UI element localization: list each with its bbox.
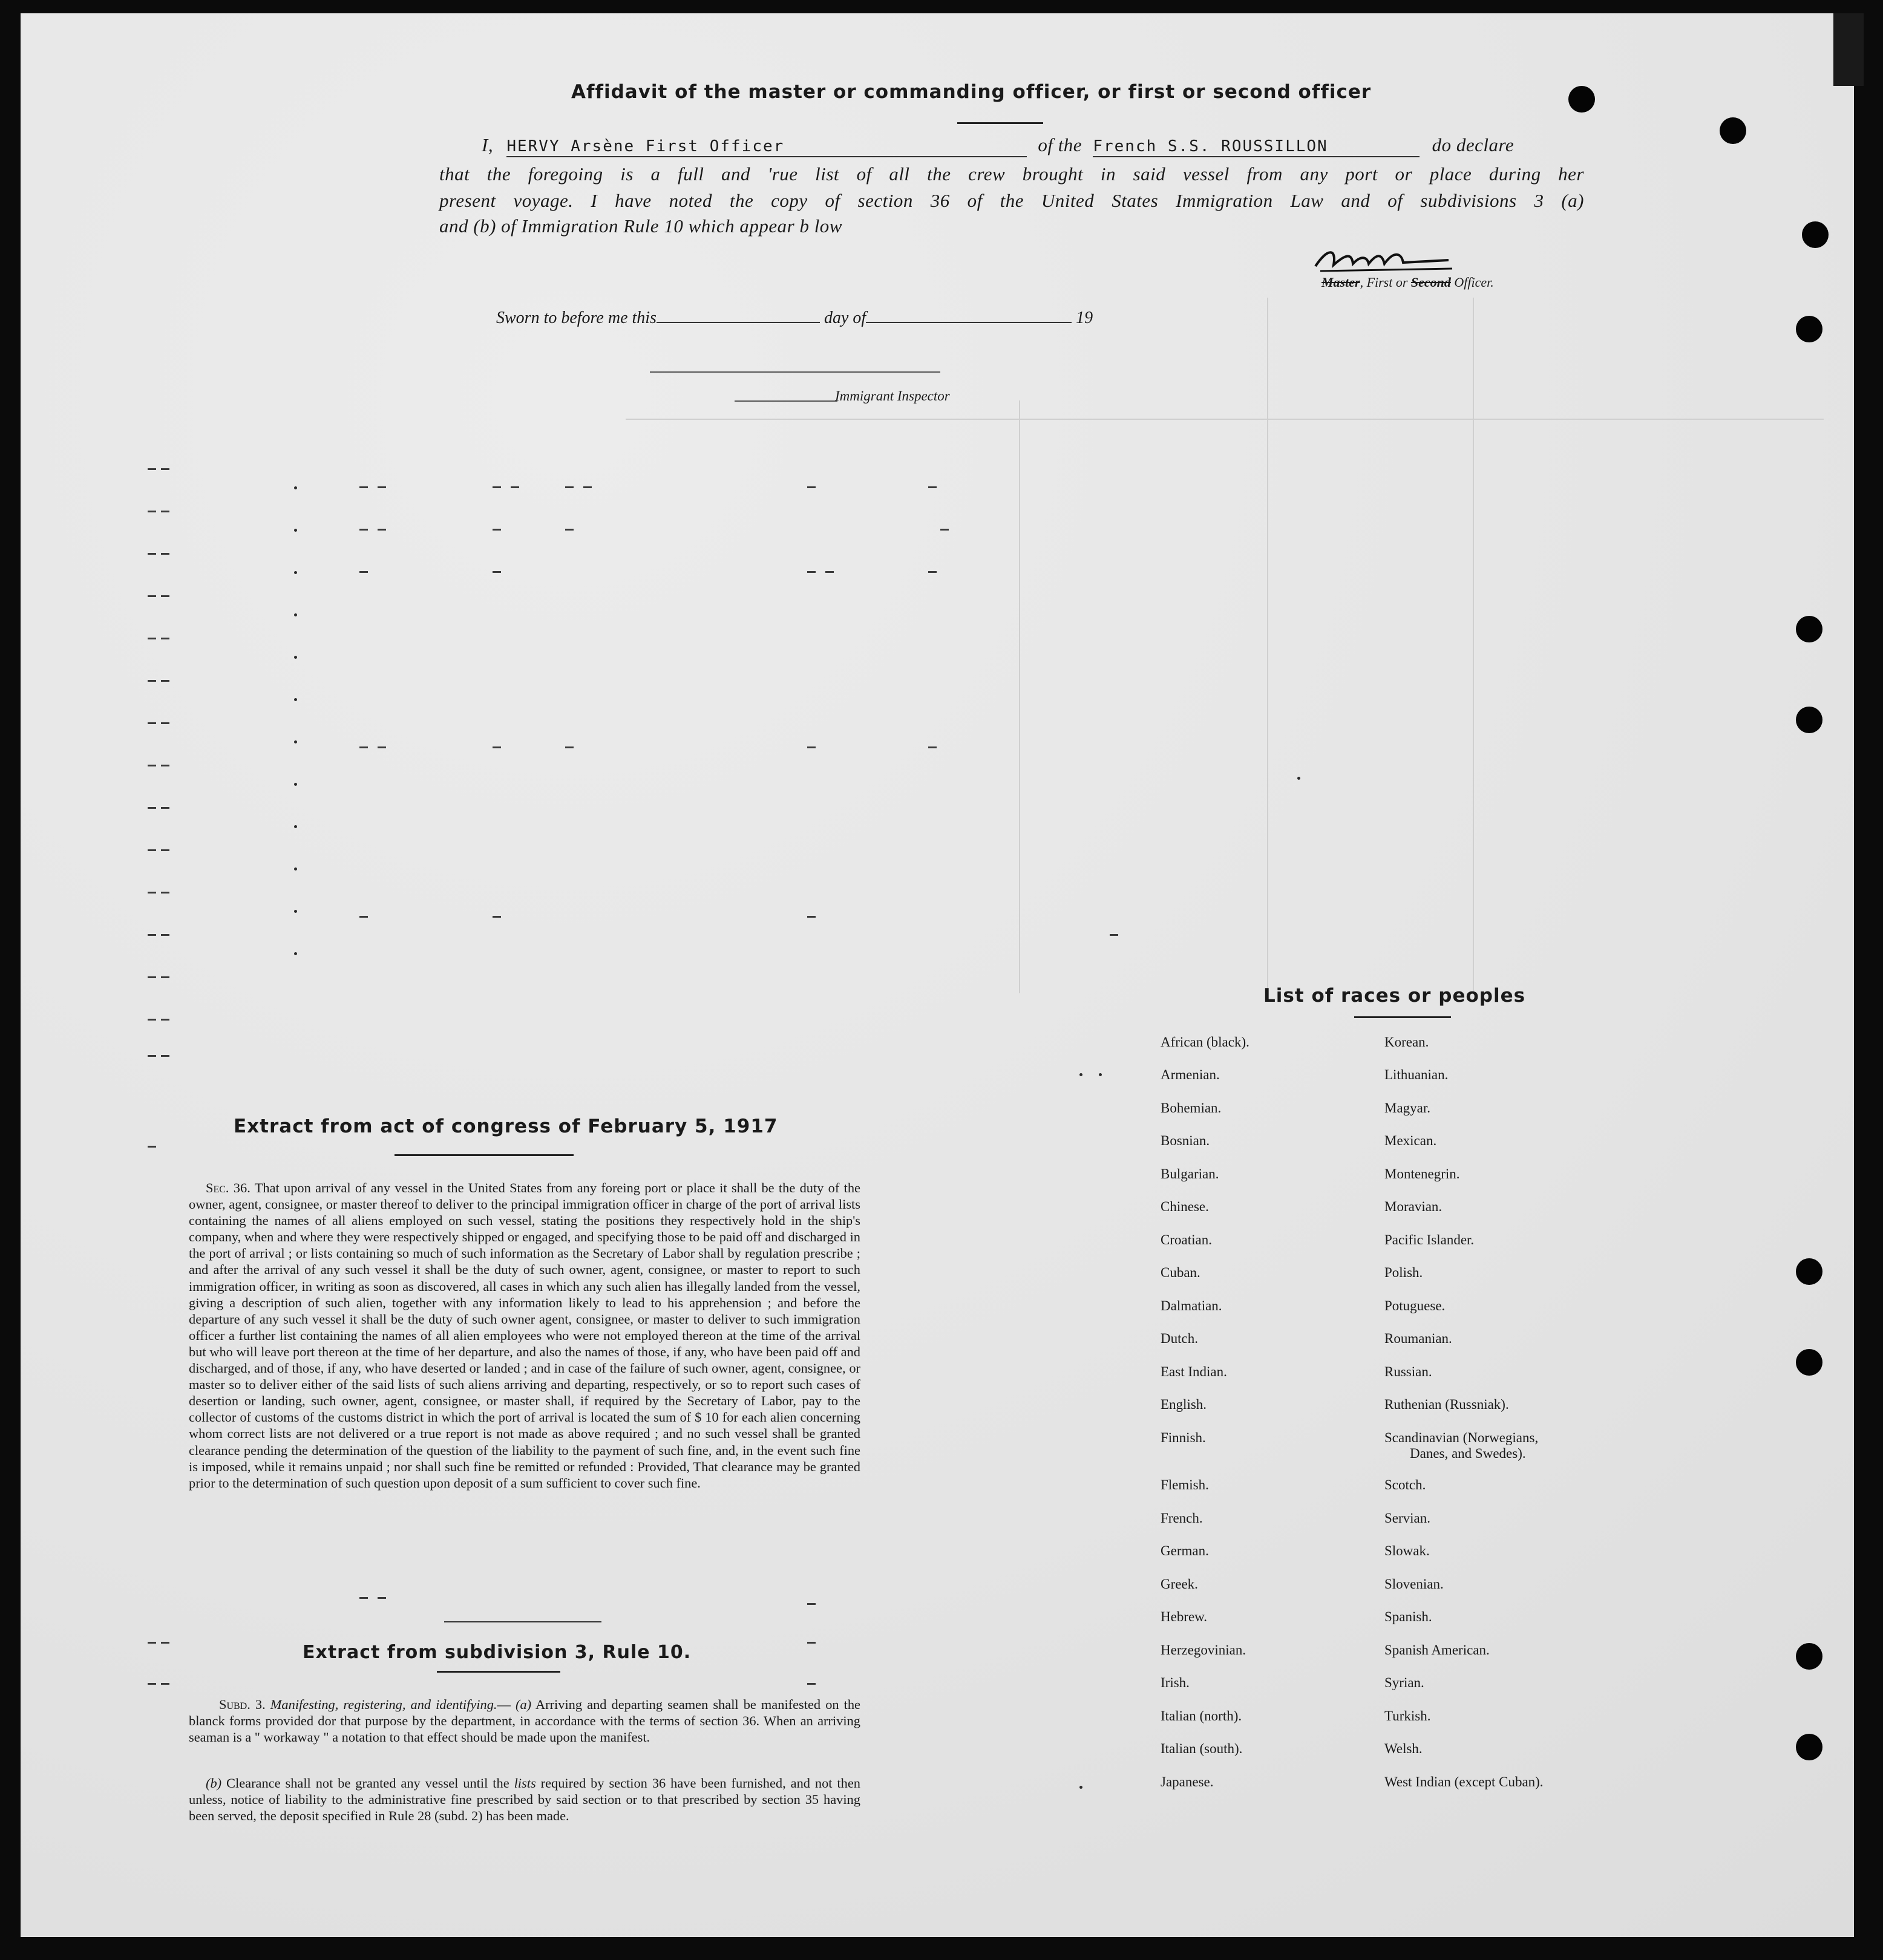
sworn-line xyxy=(496,309,1093,328)
race-item: Scandinavian (Norwegians, xyxy=(1384,1430,1539,1445)
struck-master: Master xyxy=(1321,275,1360,290)
race-item: Italian (north). xyxy=(1161,1708,1242,1723)
officer-signature xyxy=(1309,242,1455,278)
race-item: Montenegrin. xyxy=(1384,1166,1460,1181)
race-item: Herzegovinian. xyxy=(1161,1642,1246,1658)
affidavit-line-2: that the foregoing is a full and 'rue list of all the crew brought in said vessel from any port or place during her xyxy=(439,163,1584,185)
vessel-name-value: French S.S. ROUSSILLON xyxy=(1093,137,1328,155)
race-item: Finnish. xyxy=(1161,1430,1206,1445)
punch-hole-icon xyxy=(1796,1734,1822,1760)
manifest-page xyxy=(21,13,1854,1937)
officer-title-label xyxy=(1321,275,1494,290)
punch-hole-icon xyxy=(1796,616,1822,642)
name-field xyxy=(506,134,1027,157)
sworn-prefix: Sworn to before me this xyxy=(496,309,657,327)
race-item: German. xyxy=(1161,1543,1209,1558)
race-item-continued: Danes, and Swedes). xyxy=(1410,1446,1526,1461)
subd-heading: Manifesting, registering, and identifying. xyxy=(270,1697,497,1712)
race-item: Korean. xyxy=(1384,1034,1429,1050)
a-label: (a) xyxy=(516,1697,532,1712)
ghost-rule xyxy=(1267,298,1268,993)
race-item: Roumanian. xyxy=(1384,1331,1452,1346)
struck-second: Second xyxy=(1410,275,1451,290)
race-item: Moravian. xyxy=(1384,1199,1443,1214)
inspector-label: Immigrant Inspector xyxy=(835,388,950,403)
race-item: Mexican. xyxy=(1384,1133,1437,1148)
punch-hole-icon xyxy=(1568,86,1595,113)
race-item: Japanese. xyxy=(1161,1774,1214,1789)
race-item: Syrian. xyxy=(1384,1675,1424,1690)
race-item: Cuban. xyxy=(1161,1265,1200,1280)
affidavit-line-3: present voyage. I have noted the copy of section 36 of the United States Immigration Law and of subdivisions 3 (a) xyxy=(439,190,1584,211)
race-item: Bosnian. xyxy=(1161,1133,1210,1148)
punch-hole-icon xyxy=(1796,1258,1822,1285)
officer-name-value: HERVY Arsène First Officer xyxy=(506,137,785,155)
subdivision-a: Subd. 3. Manifesting, registering, and identifying.— (a) Arriving and departing seamen shall be manifested on the blanck forms provided dor that purpose by the department, in accordance with the terms of section 36. When an arriving seaman is a " workaway " a notation to that effect should be made upon the manifest. xyxy=(189,1697,860,1745)
race-item: Slovenian. xyxy=(1384,1576,1444,1592)
ghost-rule xyxy=(1473,298,1474,993)
races-underline xyxy=(1354,1016,1451,1018)
do-declare-text: do declare xyxy=(1432,134,1515,155)
section-separator xyxy=(444,1621,601,1622)
race-item: West Indian (except Cuban). xyxy=(1384,1774,1544,1789)
affidavit-line-4: and (b) of Immigration Rule 10 which appear b low xyxy=(439,215,842,237)
inspector-rule xyxy=(735,400,837,402)
inspector-rule xyxy=(650,371,940,373)
subdivision-b xyxy=(189,1775,860,1824)
race-item: Irish. xyxy=(1161,1675,1190,1690)
race-item: Servian. xyxy=(1384,1511,1431,1526)
race-item: Bohemian. xyxy=(1161,1100,1222,1116)
extract1-title: Extract from act of congress of February 5, 1917 xyxy=(234,1116,778,1137)
race-item: Lithuanian. xyxy=(1384,1067,1449,1082)
race-item: English. xyxy=(1161,1397,1207,1412)
sworn-day-blank xyxy=(657,322,820,323)
affidavit-line-1 xyxy=(482,134,1514,157)
line1-prefix: I, xyxy=(482,134,494,155)
race-item: Dalmatian. xyxy=(1161,1298,1222,1313)
officer-mid: , First or xyxy=(1360,275,1408,290)
sworn-year: 19 xyxy=(1076,309,1093,327)
race-item: Slowak. xyxy=(1384,1543,1430,1558)
race-item: Chinese. xyxy=(1161,1199,1209,1214)
section-36-text: That upon arrival of any vessel in the United States from any foreing port or place it shall be the duty of the owner, agent, consignee, or master thereof to deliver to the principal immigration officer in charge of the port of arrival lists containing the names of all aliens employed on such vessel, stating the positions they respectively hold in the ship's company, when and where they were respectively shipped or engaged, and specifying those to be paid off and discharged in the port of arrival ; or lists containing so much of such information as the Secretary of Labor shall by regulation prescribe ; and after the arrival of any such vessel it shall be the duty of such owner, agent, consignee, or master to report to such immigration officer, in writing as soon as discovered, all cases in which any such alien has illegally landed from the vessel, giving a description of such alien, together with any information likely to lead to his apprehension ; and before the departure of any such vessel it shall be the duty of such owner agent, consignee, or master to deliver to such immigration officer a further list containing the names of all alien employees who were not employed thereon at the time of the arrival but who will leave port thereon at the time of her departure, and also the names of those, if any, who have been paid off and discharged, and of those, if any, who have deserted or landed ; and in case of the failure of such owner, agent, consignee, or master so to deliver either of the said lists of such aliens arriving and departing, respectively, or so to report such cases of desertion or landing, such owner, agent, consignee, or master shall, if required by the Secretary of Labor, pay to the collector of customs of the customs district in which the port of arrival is located the sum of $ 10 for each alien concerning whom correct lists are not delivered or a true report is not made as above required ; and no such vessel shall be granted clearance pending the determination of the question of the liability to the payment of such fine, and, in the event such fine is imposed, while it remains unpaid ; nor shall such fine be remitted or refunded : Provided, That clearance may be granted prior to the determination of such question upon deposit of a sum sufficient to cover such fine. xyxy=(189,1180,860,1491)
extract2-title: Extract from subdivision 3, Rule 10. xyxy=(303,1642,692,1663)
race-item: Spanish American. xyxy=(1384,1642,1490,1658)
b-label: (b) xyxy=(206,1775,222,1791)
race-item: Welsh. xyxy=(1384,1741,1423,1756)
punch-hole-icon xyxy=(1802,221,1829,248)
a-text: Arriving and departing seamen shall be manifested on the blanck forms provided dor that purpose by the department, in accordance with the terms of section 36. When an arriving seaman is a " workaway " a notation to that effect should be made upon the manifest. xyxy=(189,1697,860,1745)
sworn-month-blank xyxy=(866,322,1072,323)
vessel-field xyxy=(1093,134,1420,157)
ghost-rule xyxy=(1019,400,1020,993)
b-text-1: Clearance shall not be granted any vessel until the xyxy=(226,1775,509,1791)
b-lists: lists xyxy=(514,1775,536,1791)
page-corner xyxy=(1833,13,1864,86)
race-item: Spanish. xyxy=(1384,1609,1432,1624)
extract2-underline xyxy=(437,1671,560,1673)
race-item: East Indian. xyxy=(1161,1364,1227,1379)
races-title: List of races or peoples xyxy=(1263,985,1526,1007)
race-item: French. xyxy=(1161,1511,1203,1526)
subd-label: Subd. 3. xyxy=(219,1697,266,1712)
race-item: African (black). xyxy=(1161,1034,1249,1050)
title-underline xyxy=(957,122,1043,124)
race-item: Magyar. xyxy=(1384,1100,1431,1116)
affidavit-title: Affidavit of the master or commanding officer, or first or second officer xyxy=(571,81,1372,103)
race-item: Hebrew. xyxy=(1161,1609,1208,1624)
race-item: Potuguese. xyxy=(1384,1298,1446,1313)
extract1-body xyxy=(189,1180,860,1491)
race-item: Dutch. xyxy=(1161,1331,1198,1346)
race-item: Bulgarian. xyxy=(1161,1166,1219,1181)
ghost-rule xyxy=(626,419,1824,420)
race-item: Ruthenian (Russniak). xyxy=(1384,1397,1509,1412)
officer-end: Officer. xyxy=(1450,275,1494,290)
of-the-text: of the xyxy=(1038,134,1082,155)
race-item: Flemish. xyxy=(1161,1477,1209,1492)
race-item: Italian (south). xyxy=(1161,1741,1243,1756)
race-item: Greek. xyxy=(1161,1576,1198,1592)
race-item: Polish. xyxy=(1384,1265,1423,1280)
race-item: Armenian. xyxy=(1161,1067,1220,1082)
section-label: Sec. 36. xyxy=(206,1180,251,1195)
race-item: Croatian. xyxy=(1161,1232,1212,1247)
race-item: Turkish. xyxy=(1384,1708,1431,1723)
b-text-2: required by section 36 have been furnished, and not then unless, notice of liability to the administrative fine prescribed by said section or to that prescribed by section 35 having been served, the deposit specified in Rule 28 (subd. 2) has been made. xyxy=(189,1775,860,1824)
race-item: Scotch. xyxy=(1384,1477,1426,1492)
race-item: Pacific Islander. xyxy=(1384,1232,1475,1247)
punch-hole-icon xyxy=(1796,707,1822,733)
punch-hole-icon xyxy=(1796,316,1822,342)
punch-hole-icon xyxy=(1796,1643,1822,1670)
punch-hole-icon xyxy=(1720,117,1746,144)
race-item: Russian. xyxy=(1384,1364,1432,1379)
extract1-underline xyxy=(395,1154,574,1156)
punch-hole-icon xyxy=(1796,1349,1822,1376)
sworn-day-text: day of xyxy=(824,309,866,327)
